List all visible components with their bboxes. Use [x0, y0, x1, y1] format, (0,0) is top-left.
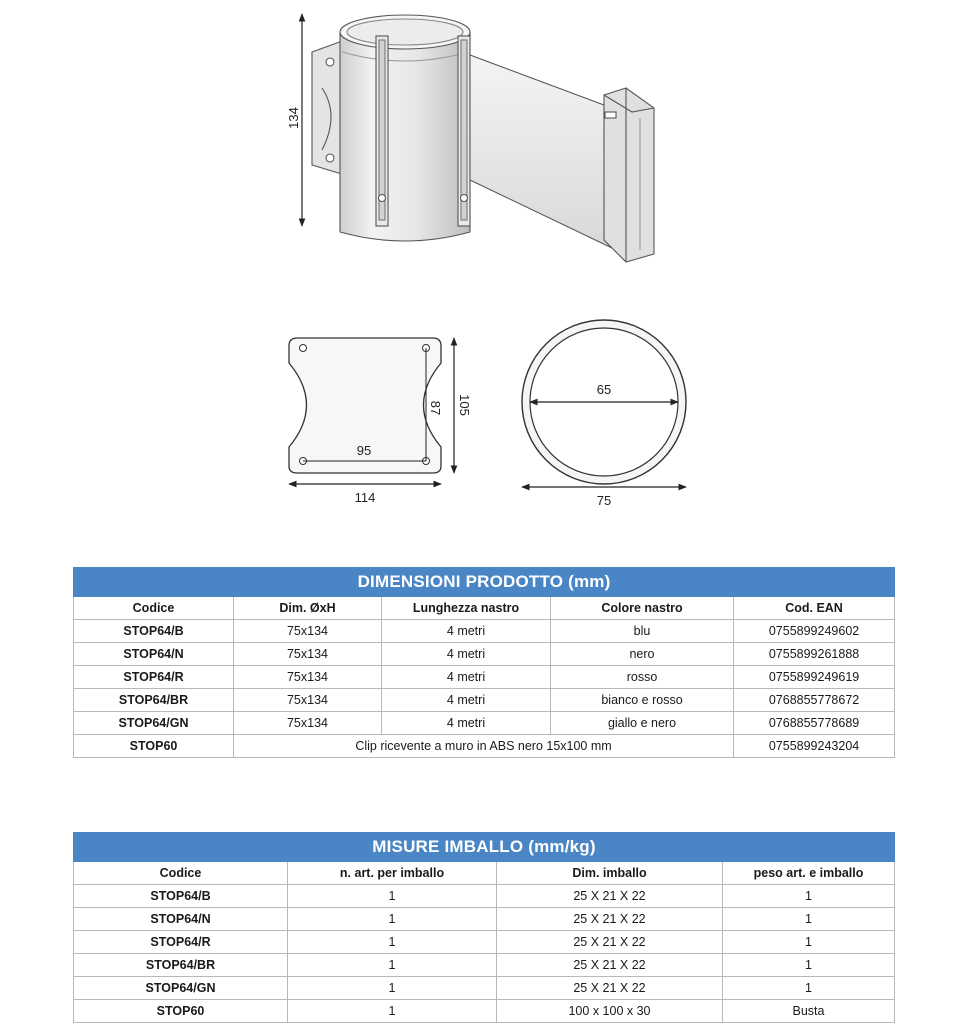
cell-peso: 1 [723, 908, 895, 931]
product-dimensions-table [73, 567, 895, 758]
cell-codice: STOP64/GN [74, 712, 234, 735]
header-dim-imballo: Dim. imballo [497, 862, 723, 885]
cell-peso: 1 [723, 931, 895, 954]
cell-colore: rosso [551, 666, 734, 689]
outer-diameter-label: 75 [596, 493, 612, 508]
height-dimension [286, 14, 302, 226]
cell-dim: 75x134 [234, 620, 382, 643]
cell-colore: blu [551, 620, 734, 643]
cell-codice: STOP64/B [74, 620, 234, 643]
plate-width-label: 114 [354, 490, 376, 505]
table-row [74, 1000, 895, 1023]
cell-dim-imballo: 25 X 21 X 22 [497, 954, 723, 977]
header-dim: Dim. ØxH [234, 597, 382, 620]
height-label: 134 [286, 107, 301, 129]
cell-codice: STOP64/R [74, 666, 234, 689]
packaging-table [73, 832, 895, 1023]
cell-dim: 75x134 [234, 666, 382, 689]
cell-ean: 0768855778689 [734, 712, 895, 735]
cell-dim-imballo: 25 X 21 X 22 [497, 885, 723, 908]
cell-codice: STOP60 [74, 1000, 288, 1023]
plate-height-label: 105 [457, 394, 472, 416]
cell-lunghezza: 4 metri [382, 643, 551, 666]
mounting-plate-drawing [289, 338, 472, 505]
table-row [74, 620, 895, 643]
header-n-art: n. art. per imballo [288, 862, 497, 885]
table-row [74, 689, 895, 712]
cell-n-art: 1 [288, 1000, 497, 1023]
cell-codice: STOP64/N [74, 643, 234, 666]
product-3d-view [312, 15, 654, 262]
cell-codice: STOP60 [74, 735, 234, 758]
plate-hole-horizontal-label: 95 [356, 443, 372, 458]
cell-peso: 1 [723, 885, 895, 908]
header-colore: Colore nastro [551, 597, 734, 620]
cell-n-art: 1 [288, 908, 497, 931]
cell-ean: 0755899249619 [734, 666, 895, 689]
cell-descrizione: Clip ricevente a muro in ABS nero 15x100 mm [234, 735, 734, 758]
header-peso: peso art. e imballo [723, 862, 895, 885]
cell-codice: STOP64/BR [74, 954, 288, 977]
table-row [74, 931, 895, 954]
cell-colore: giallo e nero [551, 712, 734, 735]
cell-dim-imballo: 25 X 21 X 22 [497, 908, 723, 931]
cell-ean: 0768855778672 [734, 689, 895, 712]
cell-lunghezza: 4 metri [382, 666, 551, 689]
cell-peso: 1 [723, 954, 895, 977]
product-table-title: DIMENSIONI PRODOTTO (mm) [74, 568, 895, 597]
cell-dim: 75x134 [234, 712, 382, 735]
table-row [74, 977, 895, 1000]
cell-dim-imballo: 100 x 100 x 30 [497, 1000, 723, 1023]
cell-dim: 75x134 [234, 643, 382, 666]
cell-ean: 0755899243204 [734, 735, 895, 758]
cell-peso: Busta [723, 1000, 895, 1023]
cell-n-art: 1 [288, 977, 497, 1000]
cell-n-art: 1 [288, 954, 497, 977]
table-row [74, 643, 895, 666]
cell-ean: 0755899261888 [734, 643, 895, 666]
cell-codice: STOP64/R [74, 931, 288, 954]
inner-diameter-label: 65 [596, 382, 612, 397]
table-row [74, 954, 895, 977]
cell-dim: 75x134 [234, 689, 382, 712]
cell-codice: STOP64/N [74, 908, 288, 931]
header-codice: Codice [74, 597, 234, 620]
cell-codice: STOP64/BR [74, 689, 234, 712]
cell-peso: 1 [723, 977, 895, 1000]
cell-lunghezza: 4 metri [382, 620, 551, 643]
cell-colore: nero [551, 643, 734, 666]
packaging-table-title: MISURE IMBALLO (mm/kg) [74, 833, 895, 862]
header-ean: Cod. EAN [734, 597, 895, 620]
table-row [74, 712, 895, 735]
cell-ean: 0755899249602 [734, 620, 895, 643]
cell-dim-imballo: 25 X 21 X 22 [497, 931, 723, 954]
table-row [74, 735, 895, 758]
circular-section-drawing [522, 320, 686, 508]
table-row [74, 885, 895, 908]
cell-n-art: 1 [288, 931, 497, 954]
cell-codice: STOP64/B [74, 885, 288, 908]
cell-codice: STOP64/GN [74, 977, 288, 1000]
cell-n-art: 1 [288, 885, 497, 908]
table-row [74, 908, 895, 931]
cell-lunghezza: 4 metri [382, 712, 551, 735]
plate-hole-vertical-label: 87 [428, 400, 443, 416]
cell-lunghezza: 4 metri [382, 689, 551, 712]
cell-colore: bianco e rosso [551, 689, 734, 712]
header-lunghezza: Lunghezza nastro [382, 597, 551, 620]
header-codice: Codice [74, 862, 288, 885]
table-row [74, 666, 895, 689]
cell-dim-imballo: 25 X 21 X 22 [497, 977, 723, 1000]
